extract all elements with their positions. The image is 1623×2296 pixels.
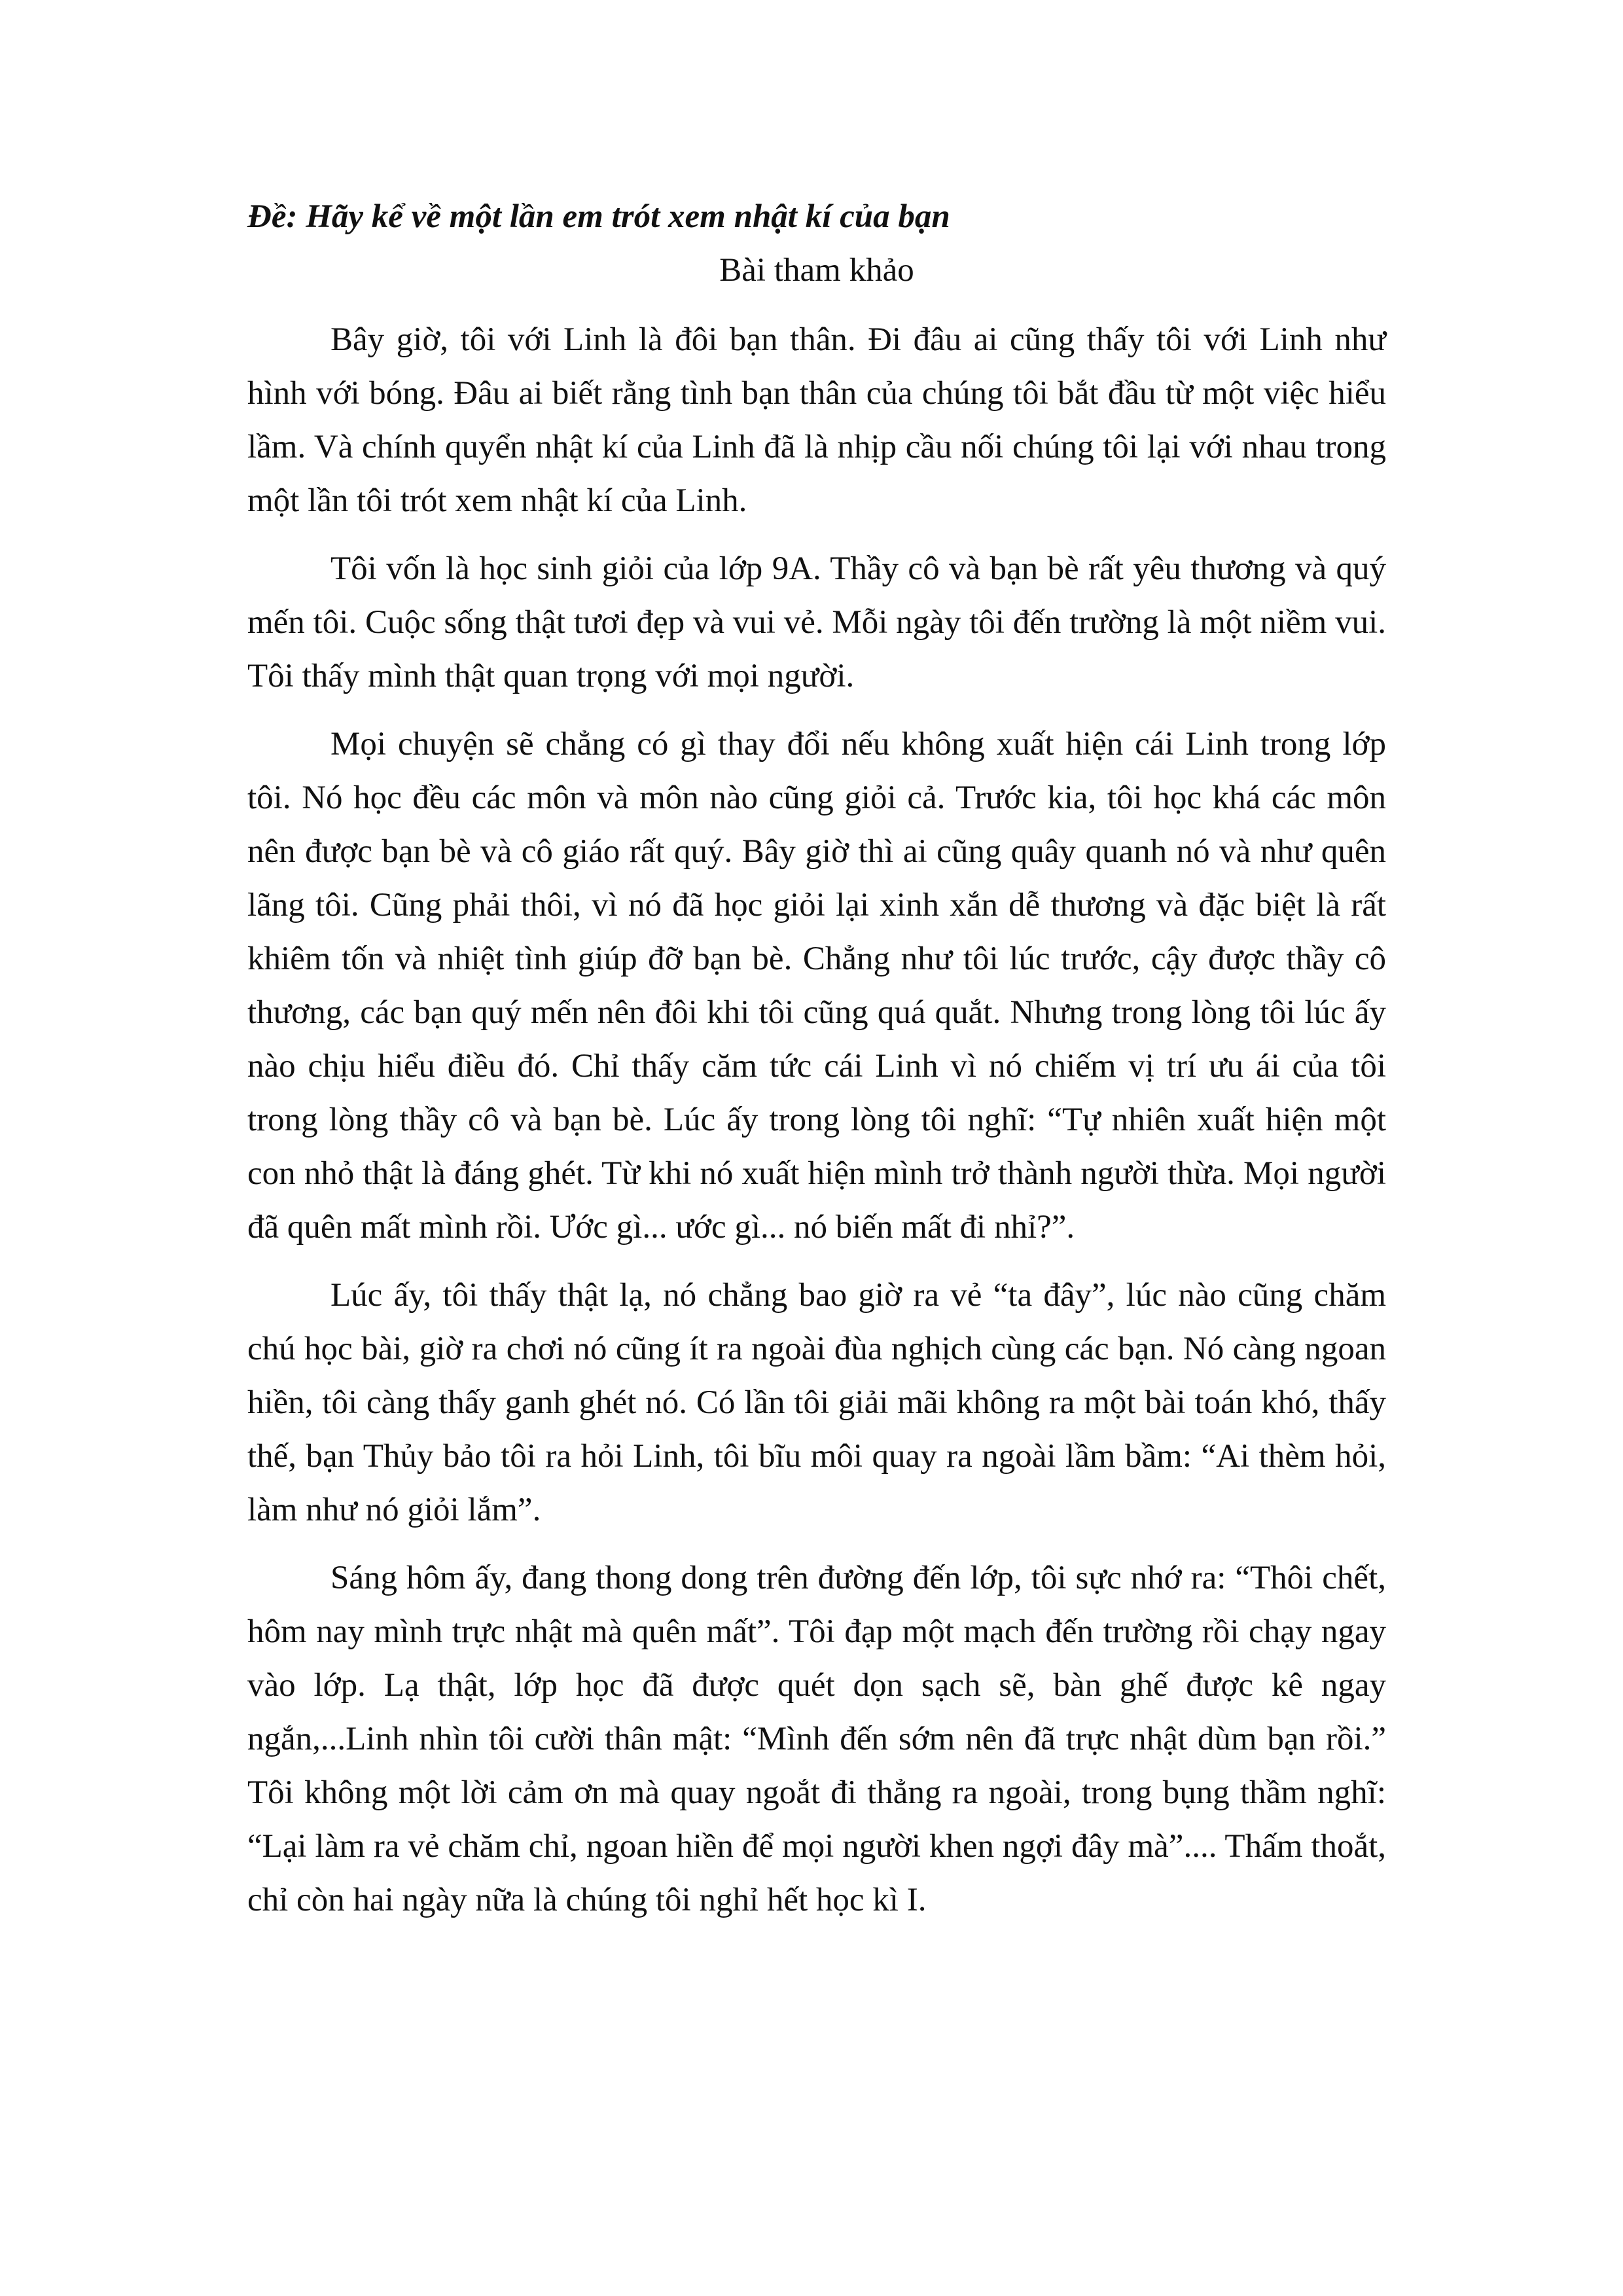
paragraph-4: Lúc ấy, tôi thấy thật lạ, nó chẳng bao giờ ra vẻ “ta đây”, lúc nào cũng chăm chú học bài, giờ ra chơi nó cũng ít ra ngoài đùa nghịch cùng các bạn. Nó càng ngoan hiền, tôi càng thấy ganh ghét nó. Có lần tôi giải mãi không ra một bài toán khó, thấy thế, bạn Thủy bảo tôi ra hỏi Linh, tôi bĩu môi quay ra ngoài lầm bầm: “Ai thèm hỏi, làm như nó giỏi lắm”. bbox=[247, 1277, 1386, 1528]
essay-prompt-title: Đề: Hãy kể về một lần em trót xem nhật kí của bạn bbox=[247, 198, 950, 235]
paragraph-2: Tôi vốn là học sinh giỏi của lớp 9A. Thầy cô và bạn bè rất yêu thương và quý mến tôi. Cuộc sống thật tươi đẹp và vui vẻ. Mỗi ngày tôi đến trường là một niềm vui. Tôi thấy mình thật quan trọng với mọi người. bbox=[247, 550, 1386, 694]
paragraph-5: Sáng hôm ấy, đang thong dong trên đường đến lớp, tôi sực nhớ ra: “Thôi chết, hôm nay mình trực nhật mà quên mất”. Tôi đạp một mạch đến trường rồi chạy ngay vào lớp. Lạ thật, lớp học đã được quét dọn sạch sẽ, bàn ghế được kê ngay ngắn,...Linh nhìn tôi cười thân mật: “Mình đến sớm nên đã trực nhật dùm bạn rồi.” Tôi không một lời cảm ơn mà quay ngoắt đi thẳng ra ngoài, trong bụng thầm nghĩ: “Lại làm ra vẻ chăm chỉ, ngoan hiền để mọi người khen ngợi đây mà”.... Thấm thoắt, chỉ còn hai ngày nữa là chúng tôi nghỉ hết học kì I. bbox=[247, 1560, 1386, 1918]
paragraph-3: Mọi chuyện sẽ chẳng có gì thay đổi nếu không xuất hiện cái Linh trong lớp tôi. Nó học đều các môn và môn nào cũng giỏi cả. Trước kia, tôi học khá các môn nên được bạn bè và cô giáo rất quý. Bây giờ thì ai cũng quây quanh nó và như quên lãng tôi. Cũng phải thôi, vì nó đã học giỏi lại xinh xắn dễ thương và đặc biệt là rất khiêm tốn và nhiệt tình giúp đỡ bạn bè. Chẳng như tôi lúc trước, cậy được thầy cô thương, các bạn quý mến nên đôi khi tôi cũng quá quắt. Nhưng trong lòng tôi lúc ấy nào chịu hiểu điều đó. Chỉ thấy căm tức cái Linh vì nó chiếm vị trí ưu ái của tôi trong lòng thầy cô và bạn bè. Lúc ấy trong lòng tôi nghĩ: “Tự nhiên xuất hiện một con nhỏ thật là đáng ghét. Từ khi nó xuất hiện mình trở thành người thừa. Mọi người đã quên mất mình rồi. Ước gì... ước gì... nó biến mất đi nhỉ?”. bbox=[247, 726, 1386, 1246]
paragraph-1: Bây giờ, tôi với Linh là đôi bạn thân. Đi đâu ai cũng thấy tôi với Linh như hình với bóng. Đâu ai biết rằng tình bạn thân của chúng tôi bắt đầu từ một việc hiểu lầm. Và chính quyển nhật kí của Linh đã là nhịp cầu nối chúng tôi lại với nhau trong một lần tôi trót xem nhật kí của Linh. bbox=[247, 321, 1386, 519]
document-page bbox=[247, 190, 1386, 1941]
essay-subtitle: Bài tham khảo bbox=[719, 252, 914, 289]
